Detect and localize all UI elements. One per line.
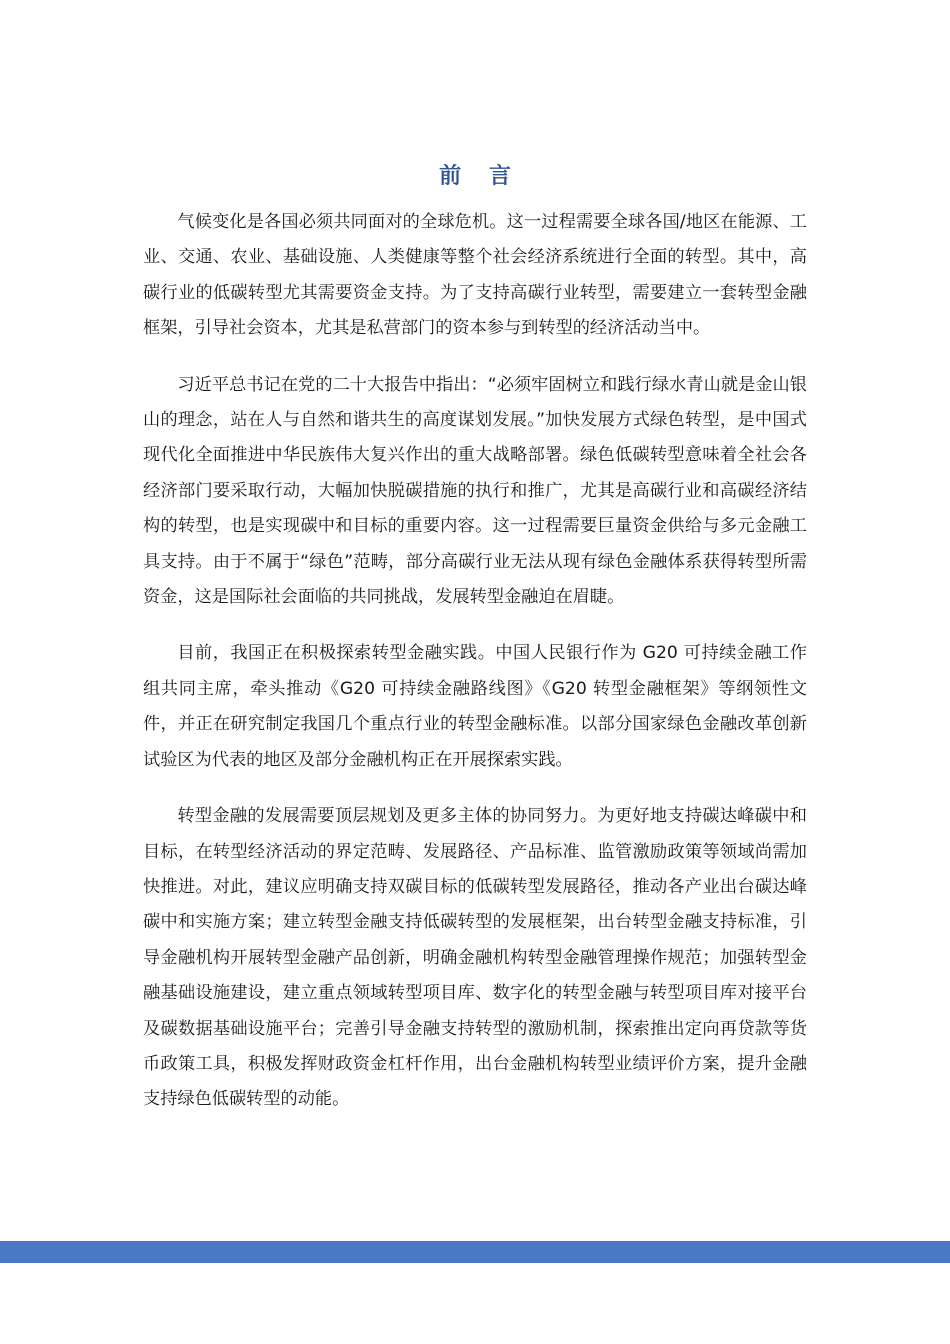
paragraph-4: 转型金融的发展需要顶层规划及更多主体的协同努力。为更好地支持碳达峰碳中和目标，在转型经济活动的界定范畴、发展路径、产品标准、监管激励政策等领域尚需加快推进。对此，建议应明确支持双碳目标的低碳转型发展路径，推动各产业出台碳达峰碳中和实施方案；建立转型金融支持低碳转型的发展框架，出台转型金融支持标准，引导金融机构开展转型金融产品创新，明确金融机构转型金融管理操作规范；加强转型金融基础设施建设，建立重点领域转型项目库、数字化的转型金融与转型项目库对接平台及碳数据基础设施平台；完善引导金融支持转型的激励机制，探索推出定向再贷款等货币政策工具，积极发挥财政资金杠杆作用，出台金融机构转型业绩评价方案，提升金融支持绿色低碳转型的动能。 [143,806,807,1110]
page-title: 前 言 [439,164,521,189]
paragraph-3: 目前，我国正在积极探索转型金融实践。中国人民银行作为 G20 可持续金融工作组共同主席，牵头推动《G20 可持续金融路线图》《G20 转型金融框架》等纲领性文件，并正在研究制定我国几个重点行业的转型金融标准。以部分国家绿色金融改革创新试验区为代表的地区及部分金融机构正在开展探索实践。 [143,643,807,770]
footer-band [0,1241,950,1263]
paragraph-1: 气候变化是各国必须共同面对的全球危机。这一过程需要全球各国/地区在能源、工业、交通、农业、基础设施、人类健康等整个社会经济系统进行全面的转型。其中，高碳行业的低碳转型尤其需要资金支持。为了支持高碳行业转型，需要建立一套转型金融框架，引导社会资本，尤其是私营部门的资本参与到转型的经济活动当中。 [143,212,807,339]
paragraph-2: 习近平总书记在党的二十大报告中指出：“必须牢固树立和践行绿水青山就是金山银山的理念，站在人与自然和谐共生的高度谋划发展。”加快发展方式绿色转型，是中国式现代化全面推进中华民族伟大复兴作出的重大战略部署。绿色低碳转型意味着全社会各经济部门要采取行动，大幅加快脱碳措施的执行和推广，尤其是高碳行业和高碳经济结构的转型，也是实现碳中和目标的重要内容。这一过程需要巨量资金供给与多元金融工具支持。由于不属于“绿色”范畴，部分高碳行业无法从现有绿色金融体系获得转型所需资金，这是国际社会面临的共同挑战，发展转型金融迫在眉睫。 [143,374,807,608]
document-body [143,205,807,1139]
